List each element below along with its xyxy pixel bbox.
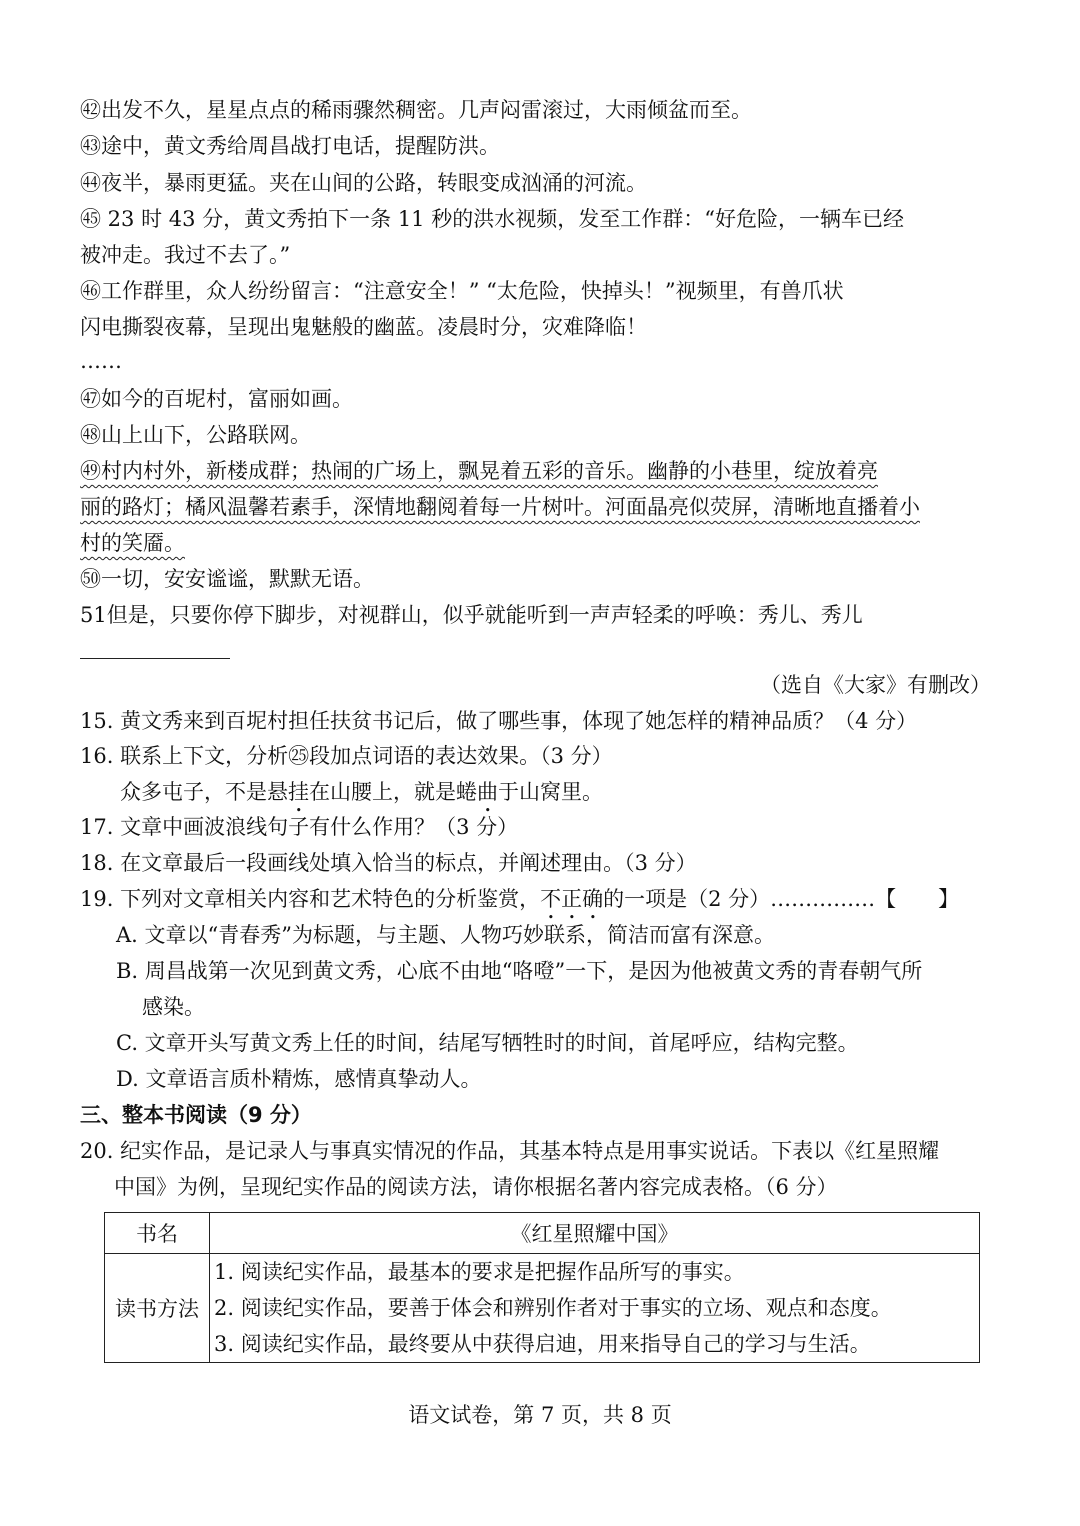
question-16: 16. 联系上下文，分析㉕段加点词语的表达效果。（3 分） [80,744,613,768]
ellipsis: …… [80,349,122,373]
paragraph-45-line-1: ㊺ 23 时 43 分，黄文秀拍下一条 11 秒的洪水视频，发至工作群：“好危险，一辆车已经 [80,207,904,231]
paragraph-44: ㊹夜半，暴雨更猛。夹在山间的公路，转眼变成汹涌的河流。 [80,171,647,195]
paragraph-49-line-1: ㊾村内村外，新楼成群；热闹的广场上，飘晃着五彩的音乐。幽静的小巷里，绽放着亮 [80,459,878,483]
paragraph-50: ㊿一切，安安谧谧，默默无语。 [80,567,374,591]
method-item: 1. 阅读纪实作品，最基本的要求是把握作品所写的事实。 [214,1260,745,1284]
section-3-title: 三、整本书阅读（9 分） [80,1103,312,1127]
question-18: 18. 在文章最后一段画线处填入恰当的标点，并阐述理由。（3 分） [80,851,697,875]
reading-method-cell [210,1254,980,1363]
question-15: 15. 黄文秀来到百坭村担任扶贫书记后，做了哪些事，体现了她怎样的精神品质？（4 分） [80,709,918,733]
source-note: （选自《大家》有删改） [760,673,991,697]
table-row [105,1213,980,1254]
question-20-line-1: 20. 纪实作品，是记录人与事真实情况的作品，其基本特点是用事实说话。下表以《红星照耀 [80,1139,940,1163]
question-16-quote: 众多屯子，不是悬挂在山腰上，就是蜷曲于山窝里。 [120,780,603,804]
table-row [105,1254,980,1363]
paragraph-49-line-2: 丽的路灯；橘风温馨若素手，深情地翻阅着每一片树叶。河面晶亮似荧屏，清晰地直播着小 [80,495,920,519]
reading-method-table [104,1212,980,1363]
question-19: 19. 下列对文章相关内容和艺术特色的分析鉴赏，不正确的一项是（2 分）……………【 】 [80,887,960,911]
question-19-option-a: A. 文章以“青春秀”为标题，与主题、人物巧妙联系，简洁而富有深意。 [116,923,775,947]
paragraph-43: ㊸途中，黄文秀给周昌战打电话，提醒防洪。 [80,134,500,158]
paragraph-49-line-3: 村的笑靥。 [80,531,185,555]
footnote-rule [80,658,230,659]
paragraph-42: ㊷出发不久，星星点点的稀雨骤然稠密。几声闷雷滚过，大雨倾盆而至。 [80,98,752,122]
book-name-label: 书名 [105,1213,210,1254]
paragraph-47: ㊼如今的百坭村，富丽如画。 [80,387,353,411]
question-19-option-c: C. 文章开头写黄文秀上任的时间，结尾写牺牲时的时间，首尾呼应，结构完整。 [116,1031,859,1055]
paragraph-51: 51但是，只要你停下脚步，对视群山，似乎就能听到一声声轻柔的呼唤：秀儿、秀儿 [80,603,863,627]
question-20-line-2: 中国》为例，呈现纪实作品的阅读方法，请你根据名著内容完成表格。（6 分） [114,1175,838,1199]
paragraph-46-line-1: ㊻工作群里，众人纷纷留言：“注意安全！” “太危险，快掉头！”视频里，有兽爪状 [80,279,844,303]
question-19-option-b-line-1: B. 周昌战第一次见到黄文秀，心底不由地“咯噔”一下，是因为他被黄文秀的青春朝气所 [116,959,923,983]
dotted-word-gua: 挂 [288,780,309,804]
dotted-word-incorrect: 不正确 [540,887,604,911]
paragraph-48: ㊽山上山下，公路联网。 [80,423,311,447]
paragraph-45-line-2: 被冲走。我过不去了。” [80,243,291,267]
page-footer: 语文试卷，第 7 页，共 8 页 [408,1403,672,1427]
paragraph-46-line-2: 闪电撕裂夜幕，呈现出鬼魅般的幽蓝。凌晨时分，灾难降临！ [80,315,647,339]
method-item: 2. 阅读纪实作品，要善于体会和辨别作者对于事实的立场、观点和态度。 [214,1296,892,1320]
dotted-word-qu: 曲 [477,780,498,804]
question-19-option-d: D. 文章语言质朴精炼，感情真挚动人。 [116,1067,482,1091]
reading-method-label: 读书方法 [105,1254,210,1363]
question-19-option-b-line-2: 感染。 [142,995,205,1019]
method-item: 3. 阅读纪实作品，最终要从中获得启迪，用来指导自己的学习与生活。 [214,1332,871,1356]
question-17: 17. 文章中画波浪线句子有什么作用？（3 分） [80,815,519,839]
book-name-value: 《红星照耀中国》 [210,1213,980,1254]
